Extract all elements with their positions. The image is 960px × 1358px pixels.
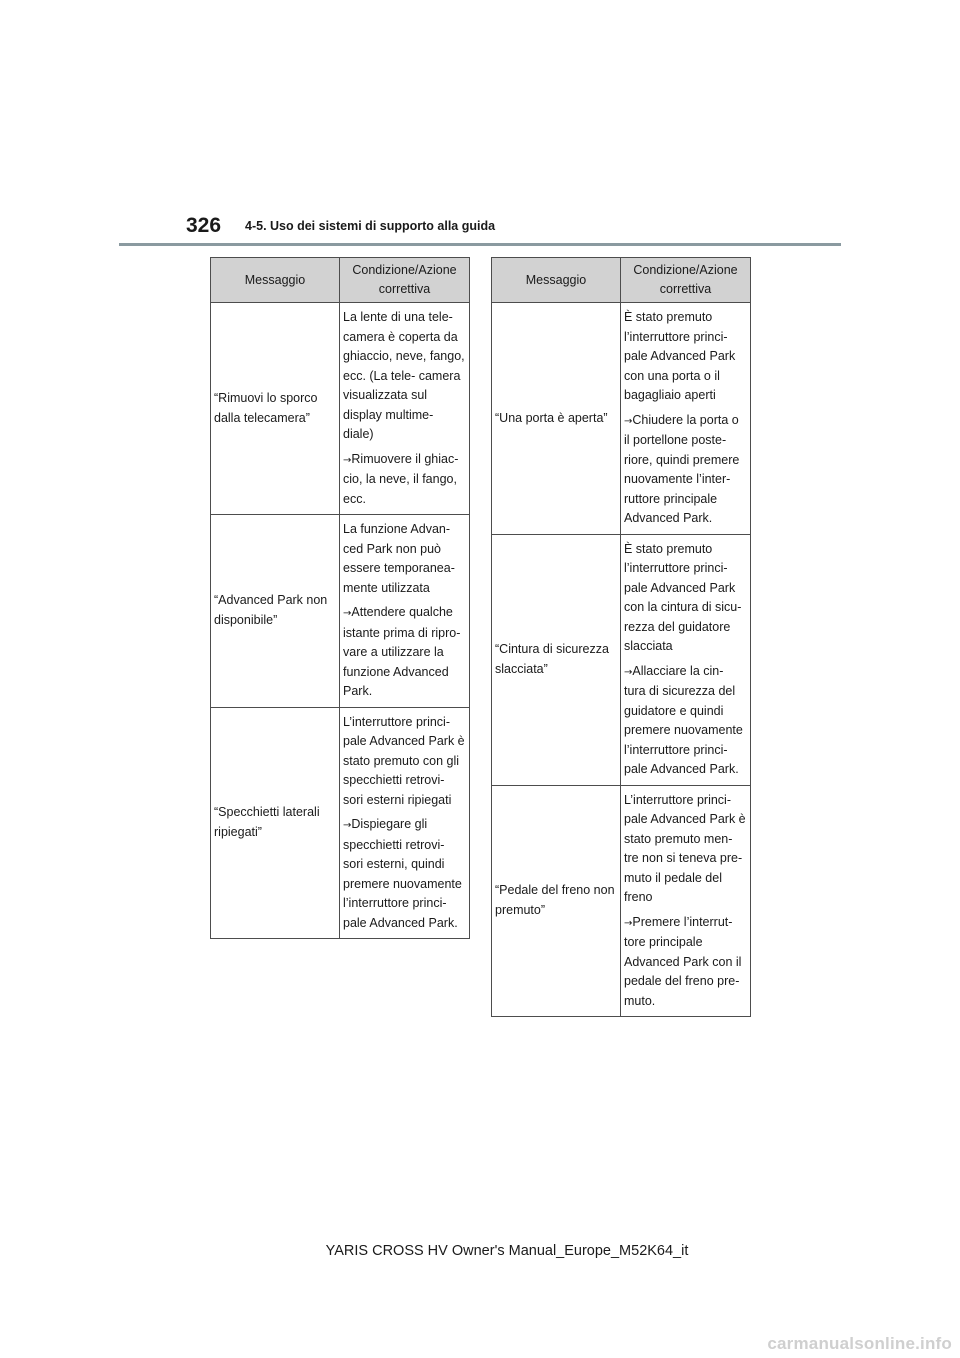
action-text: →Premere l’interrut- tore principale Advanced Park con il pedale del freno pre- muto. — [624, 914, 742, 1008]
condition-cell — [621, 303, 751, 535]
table-row — [492, 785, 751, 1017]
arrow-icon: → — [624, 666, 633, 678]
arrow-icon: → — [624, 917, 633, 929]
action-text: →Chiudere la porta o il portellone poste- riore, quindi premere nuovamente l’inter- ruttore principale Advanced Park. — [624, 412, 740, 525]
condition-cell — [621, 785, 751, 1017]
footer-text: YARIS CROSS HV Owner's Manual_Europe_M52K64_it — [325, 1243, 689, 1259]
message-cell: “Pedale del freno non premuto” — [492, 785, 621, 1017]
message-cell: “Advanced Park non disponibile” — [211, 515, 340, 708]
page-number: 326 — [186, 214, 222, 237]
condition-text: La lente di una tele- camera è coperta da ghiaccio, neve, fango, ecc. (La tele- camera visualizzata sul display multime- diale) — [343, 310, 465, 441]
arrow-icon: → — [343, 820, 352, 831]
table-header-row — [492, 258, 751, 303]
column-header-condition: Condizione/Azione correttiva — [621, 258, 751, 303]
arrow-icon: → — [343, 608, 352, 619]
condition-cell — [621, 534, 751, 785]
column-header-condition: Condizione/Azione correttiva — [340, 258, 470, 303]
watermark: carmanualsonline.info — [767, 1334, 952, 1353]
table-row — [211, 515, 470, 708]
message-table-right — [491, 257, 751, 1017]
table-row — [492, 303, 751, 535]
table-header-row — [211, 258, 470, 303]
arrow-icon: → — [624, 415, 633, 427]
condition-cell — [340, 303, 470, 515]
arrow-icon: → — [343, 454, 352, 466]
message-cell: “Cintura di sicurezza slacciata” — [492, 534, 621, 785]
action-text: →Dispiegare gli specchietti retrovi- sori esterni, quindi premere nuovamente l’interruttore princi- pale Advanced Park. — [343, 817, 462, 930]
condition-text: L’interruttore princi- pale Advanced Park è stato premuto con gli specchietti retrovi- sori esterni ripiegati — [343, 714, 465, 807]
page-footer — [0, 1243, 960, 1259]
section-title: 4-5. Uso dei sistemi di supporto alla guida — [245, 219, 496, 233]
column-header-message: Messaggio — [211, 258, 340, 303]
action-text: →Rimuovere il ghiac- cio, la neve, il fango, ecc. — [343, 451, 459, 506]
condition-text: L’interruttore princi- pale Advanced Park è stato premuto men- tre non si teneva pre- muto il pedale del freno — [624, 792, 746, 904]
message-cell: “Rimuovi lo sporco dalla telecamera” — [211, 303, 340, 515]
action-text: →Attendere qualche istante prima di ripro- vare a utilizzare la funzione Advanced Park. — [343, 605, 461, 698]
message-table-left — [210, 257, 470, 939]
action-text: →Allacciare la cin- tura di sicurezza del guidatore e quindi premere nuovamente l’interruttore princi- pale Advanced Park. — [624, 663, 743, 776]
table-row — [492, 534, 751, 785]
table-row — [211, 303, 470, 515]
condition-text: È stato premuto l’interruttore princi- pale Advanced Park con la cintura di sicu- rezza del guidatore slacciata — [624, 541, 742, 653]
column-header-message: Messaggio — [492, 258, 621, 303]
condition-text: È stato premuto l’interruttore princi- pale Advanced Park con una porta o il bagagliaio aperti — [624, 310, 736, 402]
message-cell: “Una porta è aperta” — [492, 303, 621, 535]
table-row — [211, 707, 470, 939]
condition-text: La funzione Advan- ced Park non può essere temporanea- mente utilizzata — [343, 522, 455, 595]
condition-cell — [340, 707, 470, 939]
condition-cell — [340, 515, 470, 708]
message-cell: “Specchietti laterali ripiegati” — [211, 707, 340, 939]
header-rule — [119, 243, 841, 246]
